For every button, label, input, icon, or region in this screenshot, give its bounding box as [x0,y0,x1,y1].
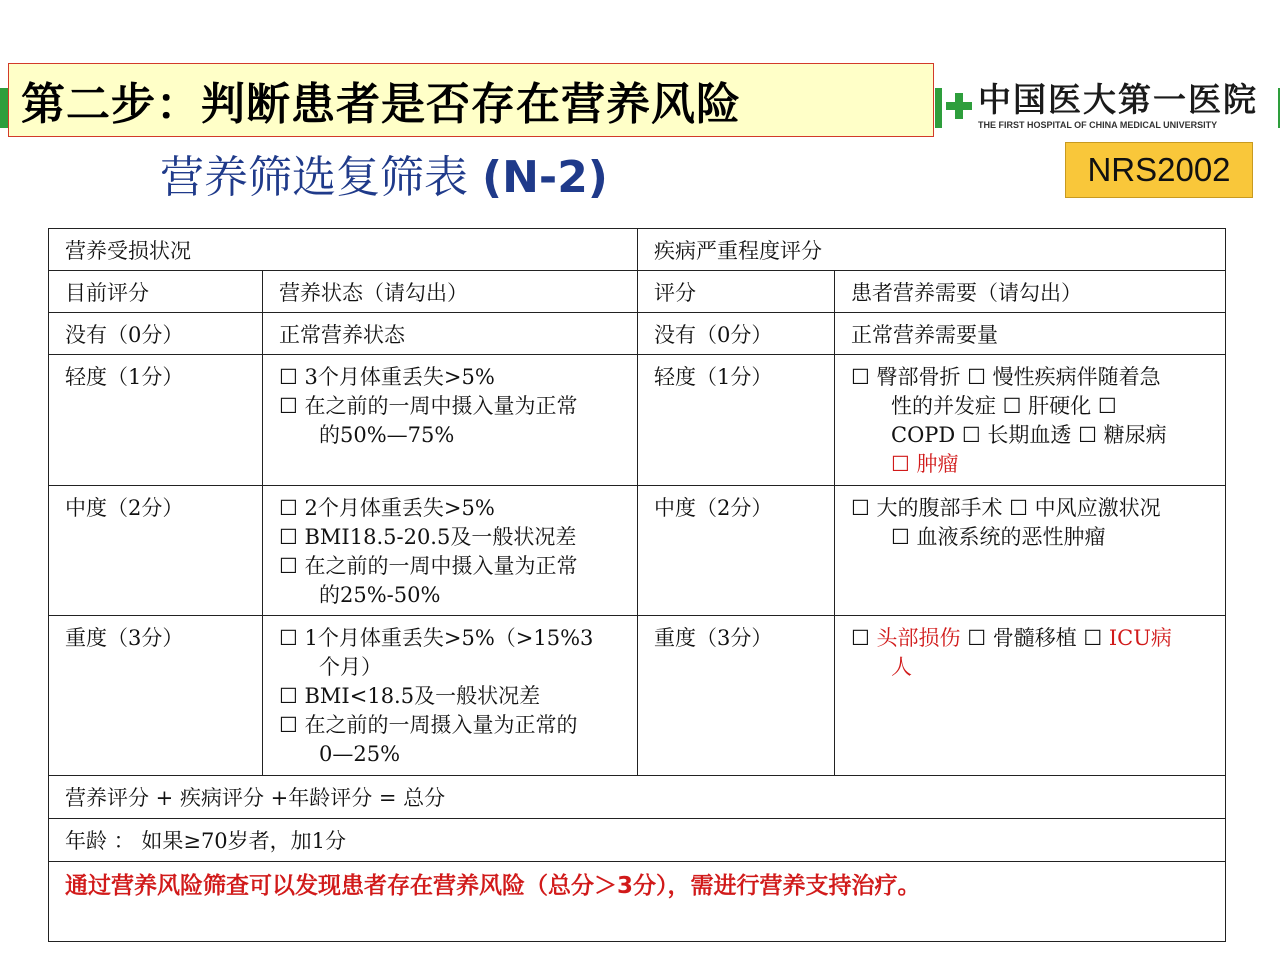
status-line: ☐ 在之前的一周中摄入量为正常 [279,554,578,578]
slide-title-box [8,63,934,137]
need-cell [835,616,1225,775]
table-row [49,313,1225,355]
status-cell [263,313,638,354]
logo-chinese-name: 中国医大第一医院 [978,80,1258,119]
subtitle-text: 营养筛选复筛表 [160,152,468,203]
status-line: 个月） [319,655,382,679]
table-row [49,616,1225,776]
status-line: ☐ 3个月体重丢失>5% [279,365,495,389]
status-cell [263,486,638,615]
need-line: ☐ 大的腹部手术 ☐ 中风应激状况 [851,496,1161,520]
section-header-row [49,229,1225,271]
need-cell [835,486,1225,615]
score-cell: 没有（0分） [49,313,263,354]
table-subtitle [160,148,608,208]
table-row [49,486,1225,616]
score-cell: 重度（3分） [49,616,263,775]
column-header: 评分 [638,271,835,312]
risk-warning: 通过营养风险筛查可以发现患者存在营养风险（总分＞3分），需进行营养支持治疗。 [65,873,921,899]
need-cell [835,355,1225,485]
need-line-icu-cont: 人 [891,655,912,679]
status-line: ☐ 1个月体重丢失>5%（>15%3 [279,626,594,650]
need-icu: ICU病 [1108,626,1172,650]
status-line: 正常营养状态 [279,323,405,347]
nrs-badge: NRS2002 [1065,142,1253,198]
section-left-header: 营养受损状况 [49,229,638,270]
age-rule: 年龄 ： 如果≥70岁者，加1分 [65,829,347,853]
status-line: ☐ BMI18.5-20.5及一般状况差 [279,525,577,549]
subtitle-code: (N-2) [482,152,608,203]
column-header: 患者营养需要（请勾出） [851,281,1082,305]
column-header-row [49,271,1225,313]
need-head-injury: 头部损伤 [876,626,961,650]
status-cell [263,616,638,775]
column-header: 营养状态（请勾出） [263,271,638,312]
age-row [49,819,1225,862]
status-line: 0—25% [319,742,401,766]
section-right-header: 疾病严重程度评分 [654,239,822,263]
logo-english-name: THE FIRST HOSPITAL OF CHINA MEDICAL UNIVERSITY [978,120,1218,130]
need-line-tumor: ☐ 肿瘤 [891,452,959,476]
medical-cross-icon [946,93,972,119]
score-cell: 中度（2分） [49,486,263,615]
need-cell [835,313,1225,354]
screening-table [48,228,1226,942]
disease-score-cell: 轻度（1分） [638,355,835,485]
need-line [851,624,1225,653]
score-formula: 营养评分 + 疾病评分 +年龄评分 = 总分 [65,786,446,810]
score-cell: 轻度（1分） [49,355,263,485]
status-line: ☐ 在之前的一周摄入量为正常的 [279,713,578,737]
checkbox-text: ☐ [851,626,877,650]
hospital-logo [942,70,1278,142]
need-line: 性的并发症 ☐ 肝硬化 ☐ [891,394,1117,418]
need-line: COPD ☐ 长期血透 ☐ 糖尿病 [891,423,1167,447]
disease-score-cell: 中度（2分） [638,486,835,615]
status-cell [263,355,638,485]
status-line: 的25%-50% [319,583,441,607]
warning-row [49,862,1225,940]
need-line: ☐ 血液系统的恶性肿瘤 [891,525,1106,549]
need-bone-marrow: ☐ 骨髓移植 ☐ [960,626,1109,650]
status-line: ☐ BMI<18.5及一般状况差 [279,684,541,708]
column-header: 目前评分 [49,271,263,312]
table-row [49,355,1225,486]
need-line: 正常营养需要量 [851,323,998,347]
slide-title: 第二步：判断患者是否存在营养风险 [21,79,741,130]
status-line: ☐ 2个月体重丢失>5% [279,496,495,520]
disease-score-cell: 重度（3分） [638,616,835,775]
status-line: 的50%—75% [319,423,455,447]
formula-row [49,776,1225,819]
status-line: ☐ 在之前的一周中摄入量为正常 [279,394,578,418]
need-line: ☐ 臀部骨折 ☐ 慢性疾病伴随着急 [851,365,1161,389]
disease-score-cell: 没有（0分） [638,313,835,354]
